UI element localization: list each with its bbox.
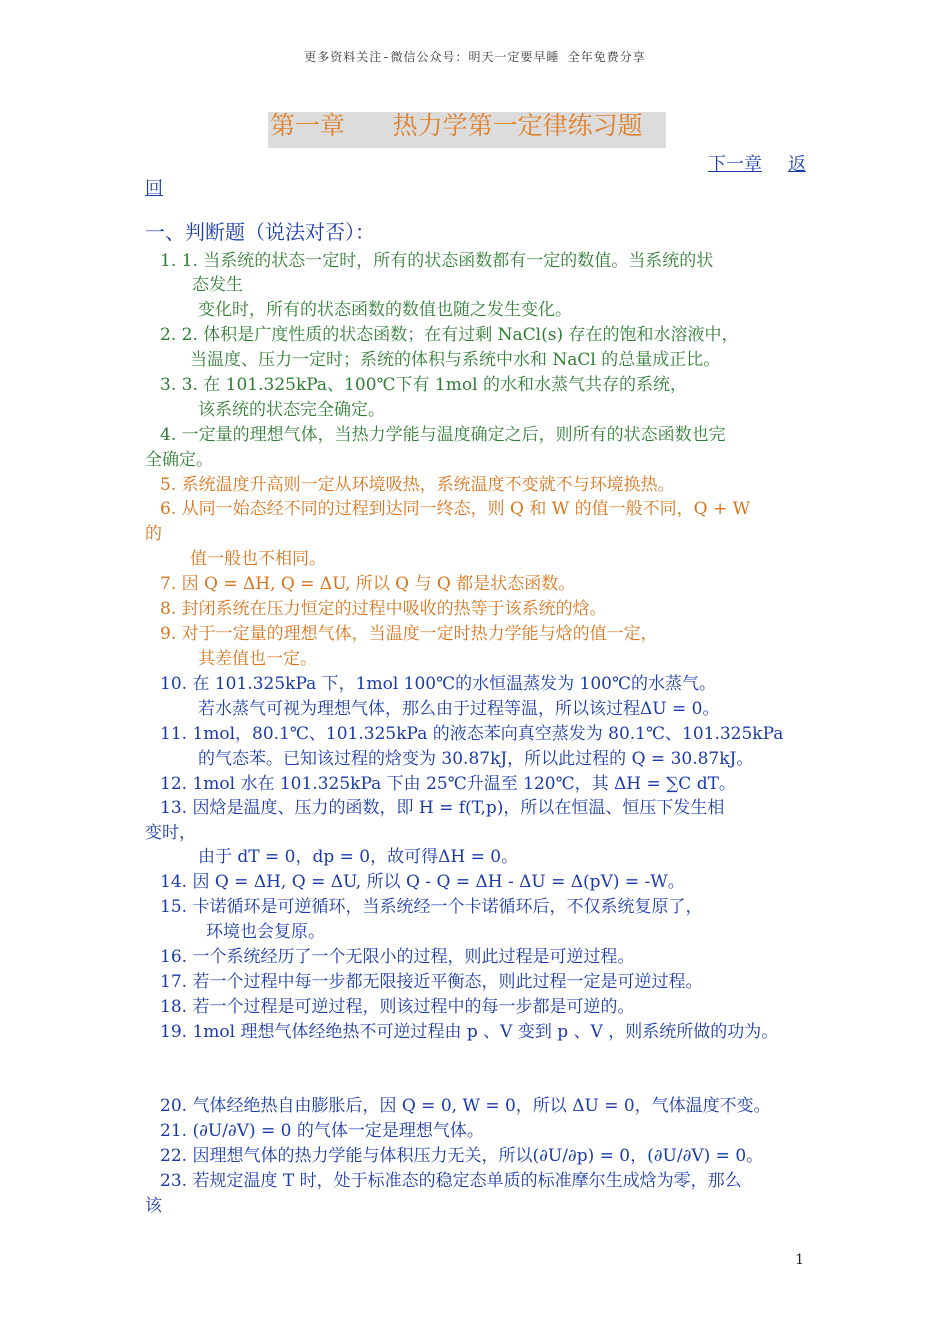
- question-line: 该系统的状态完全确定。: [198, 400, 385, 420]
- question-line: 该: [145, 1196, 162, 1216]
- question-line: 值一般也不相同。: [190, 549, 326, 569]
- question-line: 变时，: [145, 823, 196, 843]
- question-line: 10. 在 101.325kPa 下，1mol 100℃的水恒温蒸发为 100℃的水蒸气。: [160, 674, 717, 694]
- back-link[interactable]: 返: [788, 154, 806, 175]
- question-line: 的气态苯。已知该过程的焓变为 30.87kJ，所以此过程的 Q = 30.87kJ。: [198, 749, 754, 769]
- question-line: 19. 1mol 理想气体经绝热不可逆过程由 p 、V 变到 p 、V ，则系统所做的功为。: [160, 1022, 779, 1042]
- question-line: 2. 2. 体积是广度性质的状态函数；在有过剩 NaCl(s) 存在的饱和水溶液中，: [160, 325, 739, 345]
- question-line: 6. 从同一始态经不同的过程到达同一终态，则 Q 和 W 的值一般不同，Q + W: [160, 499, 751, 519]
- question-line: 11. 1mol，80.1℃、101.325kPa 的液态苯向真空蒸发为 80.1℃、101.325kPa: [160, 724, 784, 744]
- question-line: 变化时，所有的状态函数的数值也随之发生变化。: [198, 300, 572, 320]
- question-line: 4. 一定量的理想气体，当热力学能与温度确定之后，则所有的状态函数也完: [160, 425, 726, 445]
- question-line: 1. 1. 当系统的状态一定时，所有的状态函数都有一定的数值。当系统的状: [160, 251, 714, 271]
- question-line: 当温度、压力一定时；系统的体积与系统中水和 NaCl 的总量成正比。: [190, 350, 721, 370]
- question-line: 8. 封闭系统在压力恒定的过程中吸收的热等于该系统的焓。: [160, 599, 607, 619]
- next-chapter-link[interactable]: 下一章: [708, 154, 762, 175]
- question-line: 17. 若一个过程中每一步都无限接近平衡态，则此过程一定是可逆过程。: [160, 972, 703, 992]
- question-line: 15. 卡诺循环是可逆循环，当系统经一个卡诺循环后，不仅系统复原了，: [160, 897, 703, 917]
- chapter-title: 第一章 热力学第一定律练习题: [270, 111, 643, 140]
- page-number: 1: [795, 1252, 804, 1268]
- question-line: 21. (∂U/∂V) = 0 的气体一定是理想气体。: [160, 1121, 484, 1141]
- question-line: 16. 一个系统经历了一个无限小的过程，则此过程是可逆过程。: [160, 947, 635, 967]
- question-line: 20. 气体经绝热自由膨胀后，因 Q = 0, W = 0，所以 ΔU = 0，气体温度不变。: [160, 1096, 771, 1116]
- question-line: 7. 因 Q = ΔH, Q = ΔU, 所以 Q 与 Q 都是状态函数。: [160, 574, 576, 594]
- question-line: 22. 因理想气体的热力学能与体积压力无关，所以(∂U/∂p) = 0，(∂U/∂V) = 0。: [160, 1146, 764, 1166]
- question-line: 的: [145, 524, 162, 544]
- question-line: 3. 3. 在 101.325kPa、100℃下有 1mol 的水和水蒸气共存的系统，: [160, 375, 687, 395]
- question-line: 其差值也一定。: [198, 649, 317, 669]
- question-line: 14. 因 Q = ΔH, Q = ΔU, 所以 Q - Q = ΔH - ΔU = Δ(pV) = -W。: [160, 872, 685, 892]
- question-line: 若水蒸气可视为理想气体，那么由于过程等温，所以该过程ΔU = 0。: [198, 699, 720, 719]
- question-line: 全确定。: [145, 450, 213, 470]
- question-line: 5. 系统温度升高则一定从环境吸热，系统温度不变就不与环境换热。: [160, 475, 675, 495]
- question-line: 12. 1mol 水在 101.325kPa 下由 25℃升温至 120℃，其 ΔH = ∑C dT。: [160, 774, 736, 794]
- question-line: 13. 因焓是温度、压力的函数，即 H = f(T,p)，所以在恒温、恒压下发生相: [160, 798, 725, 818]
- question-line: 由于 dT = 0，dp = 0，故可得ΔH = 0。: [198, 847, 519, 867]
- section-heading: 一、判断题（说法对否）：: [145, 220, 375, 244]
- question-line: 态发生: [192, 275, 243, 295]
- question-line: 23. 若规定温度 T 时，处于标准态的稳定态单质的标准摩尔生成焓为零，那么: [160, 1171, 742, 1191]
- question-line: 9. 对于一定量的理想气体，当温度一定时热力学能与焓的值一定，: [160, 624, 658, 644]
- back-link-continued[interactable]: 回: [145, 178, 163, 199]
- question-line: 环境也会复原。: [206, 922, 325, 942]
- question-line: 18. 若一个过程是可逆过程，则该过程中的每一步都是可逆的。: [160, 997, 635, 1017]
- header-note: 更多资料关注-微信公众号：明天一定要早睡 全年免费分享: [304, 50, 646, 64]
